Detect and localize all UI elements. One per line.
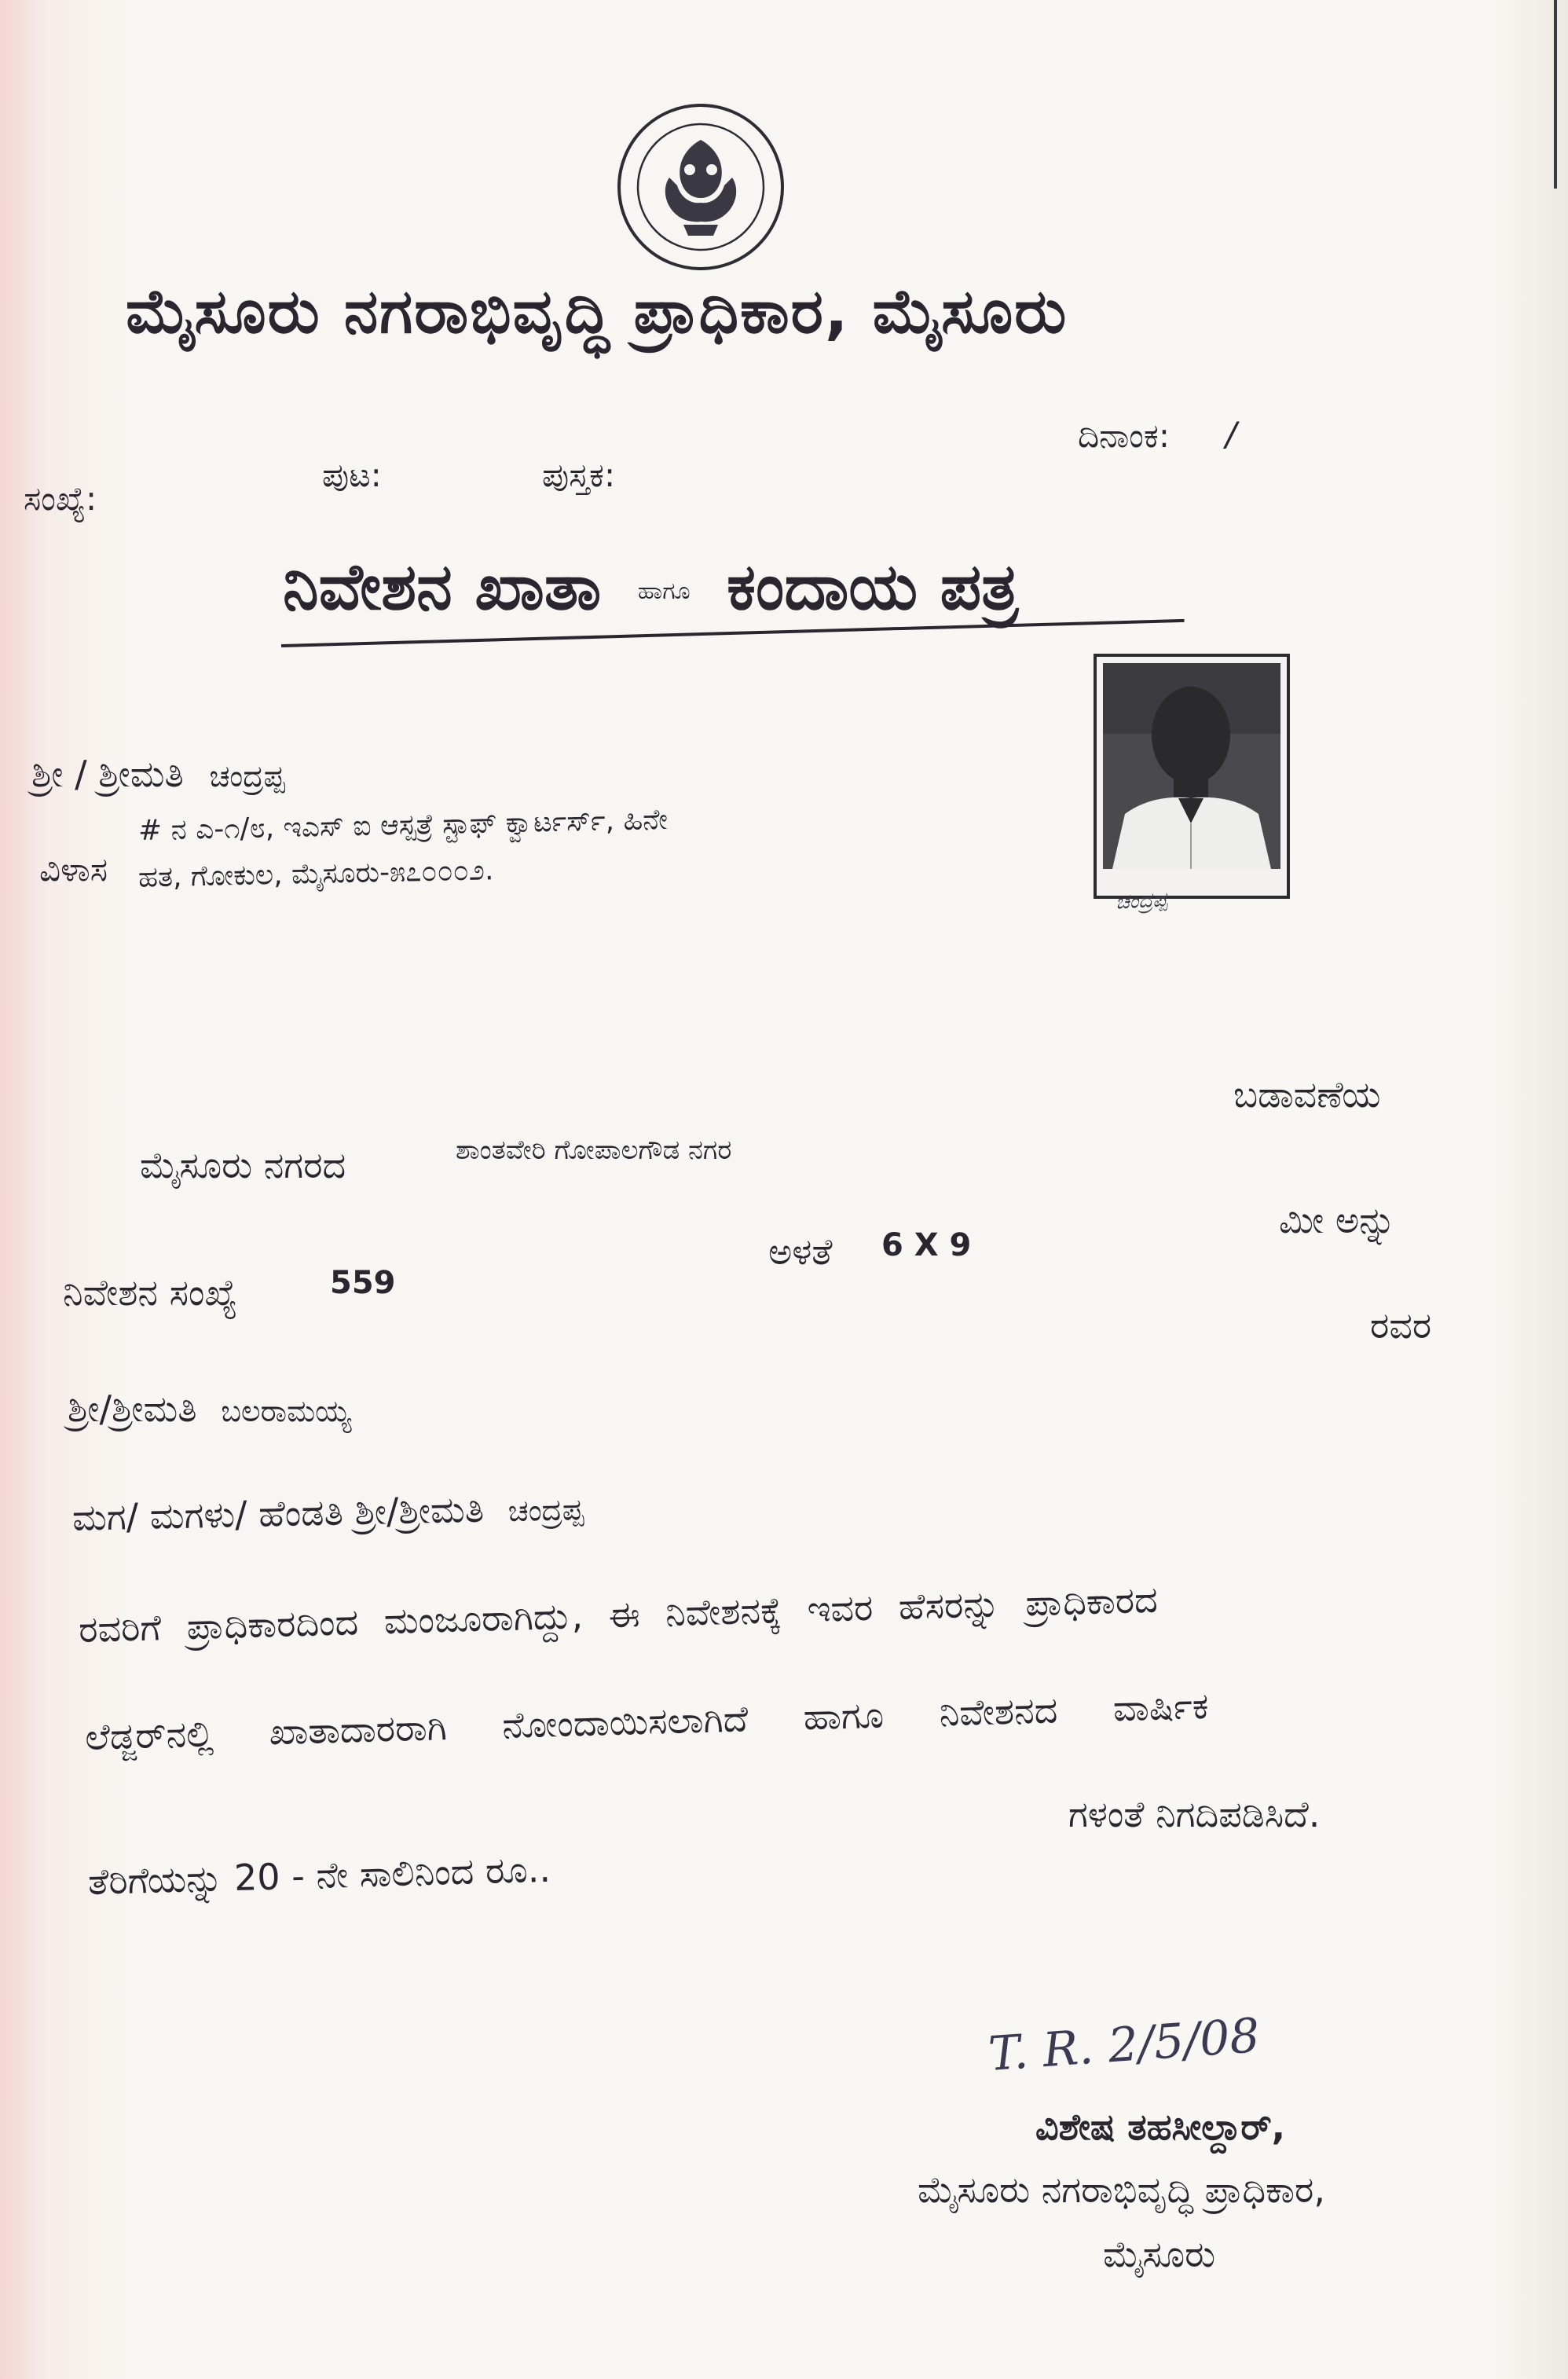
signatory-designation: ವಿಶೇಷ ತಹಸೀಲ್ದಾರ್, xyxy=(1035,2106,1286,2148)
parent-row xyxy=(68,1387,351,1431)
photo-signature: ಚಂದ್ರಪ್ಪ xyxy=(1115,888,1168,915)
relation-row xyxy=(71,1486,584,1541)
body-line-4: ತೆರಿಗೆಯನ್ನು 20 - ನೇ ಸಾಲಿನಿಂದ ರೂ.. xyxy=(87,1847,551,1904)
site-no-label: ನಿವೇಶನ ಸಂಖ್ಯೆ xyxy=(63,1271,238,1314)
meter-word: ಮೀ ಅನ್ನು xyxy=(1279,1199,1396,1241)
address-line2: ಹತ, ಗೋಕುಲ, ಮೈಸೂರು-೫೭೦೦೦೨. xyxy=(137,854,494,894)
address-line1: # ನ ಎ-೧/೮, ಇಎಸ್ ಐ ಆಸ್ಪತ್ರೆ ಸ್ಟಾಫ್ ಕ್ವಾರ್ಟರ್ಸ್, ಹಿನೇ xyxy=(137,803,669,848)
city-prefix: ಮೈಸೂರು ನಗರದ xyxy=(140,1144,346,1186)
handwritten-signature: T. R. 2/5/08 xyxy=(986,2008,1262,2082)
holder-photo xyxy=(1094,654,1290,899)
address-label: ವಿಳಾಸ xyxy=(39,850,108,889)
book-label: ಪುಸ್ತಕ: xyxy=(542,456,616,494)
relation-label: ಮಗ/ ಮಗಳು/ ಹೆಂಡತಿ ಶ್ರೀ/ಶ್ರೀಮತಿ xyxy=(71,1487,485,1539)
body-line-2: ಲೆಡ್ಜರ್‌ನಲ್ಲಿ ಖಾತಾದಾರರಾಗಿ ನೋಂದಾಯಿಸಲಾಗಿದೆ ಹಾಗೂ ನಿವೇಶನದ ವಾರ್ಷಿಕ xyxy=(84,1684,1210,1758)
measure-value: 6 X 9 xyxy=(881,1227,972,1263)
authority-title: ಮೈಸೂರು ನಗರಾಭಿವೃದ್ಧಿ ಪ್ರಾಧಿಕಾರ, ಮೈಸೂರು xyxy=(126,277,1068,347)
parent-name: ಬಲರಾಮಯ್ಯ xyxy=(221,1394,352,1428)
relation-name: ಚಂದ್ರಪ್ಪ xyxy=(507,1492,584,1529)
signatory-organization: ಮೈಸೂರು ನಗರಾಭಿವೃದ್ಧಿ ಪ್ರಾಧಿಕಾರ, xyxy=(918,2168,1325,2211)
scan-edge-mark xyxy=(1554,0,1557,189)
authority-seal xyxy=(614,101,787,273)
signatory-city: ಮೈಸೂರು xyxy=(1103,2233,1216,2275)
body-line-1: ರವರಿಗೆ ಪ್ರಾಧಿಕಾರದಿಂದ ಮಂಜೂರಾಗಿದ್ದು, ಈ ನಿವೇಶನಕ್ಕೆ ಇವರ ಹೆಸರನ್ನು ಪ್ರಾಧಿಕಾರದ xyxy=(78,1578,1159,1651)
layout-name: ಶಾಂತವೇರಿ ಗೋಪಾಲಗೌಡ ನಗರ xyxy=(456,1135,732,1166)
ravara-word: ರವರ xyxy=(1370,1304,1432,1347)
heading-part1: ನಿವೇಶನ ಖಾತಾ xyxy=(283,550,602,625)
date-label: ದಿನಾಂಕ: xyxy=(1078,416,1170,455)
holder-name: ಚಂದ್ರಪ್ಪ xyxy=(209,759,285,794)
parent-label: ಶ್ರೀ/ಶ್ರೀಮತಿ xyxy=(68,1387,197,1430)
document-heading xyxy=(283,550,1018,625)
layout-word: ಬಡಾವಣೆಯ xyxy=(1233,1073,1381,1116)
body-line-3-right: ಗಳಂತೆ ನಿಗದಿಪಡಿಸಿದೆ. xyxy=(1068,1793,1321,1835)
heading-part2: ಕಂದಾಯ ಪತ್ರ xyxy=(727,550,1019,625)
date-value: / xyxy=(1225,415,1237,453)
number-label: ಸಂಖ್ಯೆ: xyxy=(24,479,97,518)
page-label: ಪುಟ: xyxy=(322,456,382,494)
holder-name-row xyxy=(31,753,285,797)
site-no-value: 559 xyxy=(330,1265,396,1301)
holder-name-prefix: ಶ್ರೀ / ಶ್ರೀಮತಿ xyxy=(31,753,184,795)
heading-joiner: ಹಾಗೂ xyxy=(637,577,691,606)
measure-label: ಅಳತೆ xyxy=(768,1230,833,1273)
